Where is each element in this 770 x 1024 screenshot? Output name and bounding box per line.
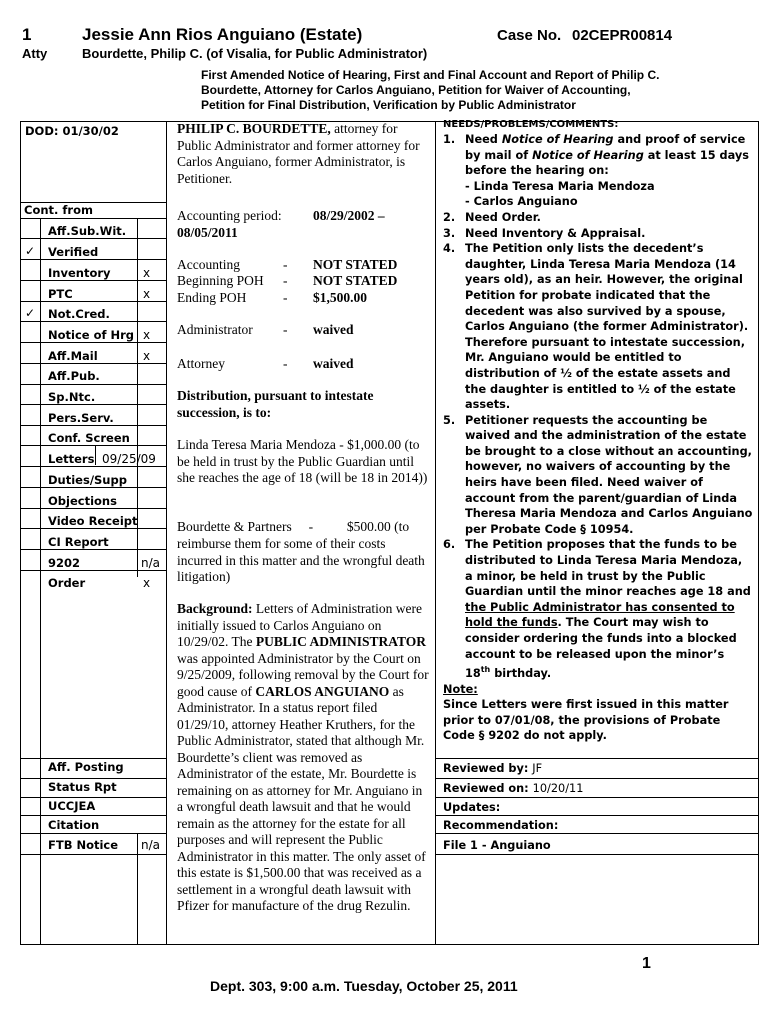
end-poh-label: Ending POH xyxy=(177,290,247,305)
checklist-label: Aff.Sub.Wit. xyxy=(48,224,127,238)
dept-line: Dept. 303, 9:00 a.m. Tuesday, October 25, 2011 xyxy=(210,978,518,994)
checklist-mark: x xyxy=(143,349,151,363)
beg-poh-value: NOT STATED xyxy=(313,273,398,288)
checklist-label: CI Report xyxy=(48,535,109,549)
petition-title xyxy=(201,68,659,113)
end-poh-value: $1,500.00 xyxy=(313,290,367,305)
need-text: Need Inventory & Appraisal. xyxy=(465,226,646,240)
checklist-label: Aff.Pub. xyxy=(48,369,100,383)
beg-poh-label: Beginning POH xyxy=(177,273,264,288)
need-text: The Petition proposes that the funds to be distributed to Linda Teresa Maria Mendoza, a minor, be held in trust by the Public Guardian until the minor reaches age 18 and the Public Administrator has consented to hold the funds. The Court may wish to consider ordering the funds into a blocked account to be released upon the minor’s 18th birthday. xyxy=(465,538,751,680)
updates-label: Updates: xyxy=(443,801,501,814)
period-value-start: 08/29/2002 – xyxy=(313,208,385,223)
dod-field: DOD: 01/30/02 xyxy=(25,124,119,138)
petitioner-name: PHILIP C. BOURDETTE, xyxy=(177,121,331,136)
atty-fee-label: Attorney xyxy=(177,356,225,371)
party-anguiano: - Carlos Anguiano xyxy=(465,195,578,209)
col-divider xyxy=(166,122,167,944)
checklist-mark: x xyxy=(143,287,151,301)
checklist-label: UCCJEA xyxy=(48,799,96,813)
cont-from-label: Cont. from xyxy=(24,203,93,217)
checklist-label: Verified xyxy=(48,245,99,259)
estate-name: Jessie Ann Rios Anguiano (Estate) xyxy=(82,25,363,44)
review-date: 10/20/11 xyxy=(532,782,584,795)
note-text: Since Letters were first issued in this matter prior to 07/01/08, the provisions of Probate Code § 9202 do not apply. xyxy=(443,698,729,743)
checklist-label: PTC xyxy=(48,287,73,301)
letters-divider xyxy=(95,445,96,465)
end-poh-dash: - xyxy=(283,290,288,305)
check-col-divider xyxy=(40,218,41,945)
file-label: File 1 - Anguiano xyxy=(443,839,551,852)
public-administrator: PUBLIC ADMINISTRATOR xyxy=(255,634,427,649)
checklist-label: Status Rpt xyxy=(48,780,117,794)
case-label: Case No. xyxy=(497,27,562,44)
checklist-label: Objections xyxy=(48,494,117,508)
consent-underlined: the Public Administrator has consented to hold the funds xyxy=(465,600,735,630)
title-line: Bourdette, Attorney for Carlos Anguiano, Petition for Waiver of Accounting, xyxy=(201,83,631,97)
checklist-label: Duties/Supp xyxy=(48,473,127,487)
background-paragraph xyxy=(177,601,429,915)
need-text: The Petition only lists the decedent’s daughter, Linda Teresa Maria Mendoza (14 years old), as an heir. However, the original Petition for probate indicated that the decedent was also survived by a spouse, Carlos Anguiano (the former Administrator). Therefore pursuant to intestate succession, Mr. Anguiano would be entitled to distribution of ½ of the estate assets and the daughter is entitled to ½ of the estate assets. xyxy=(465,242,749,412)
needs-heading: NEEDS/PROBLEMS/COMMENTS: xyxy=(443,119,619,130)
check-mark: ✓ xyxy=(25,244,36,258)
period-value-end: 08/05/2011 xyxy=(177,225,238,240)
checklist-mark: n/a xyxy=(141,838,161,852)
recommendation-label: Recommendation: xyxy=(443,819,559,832)
checklist-label: Not.Cred. xyxy=(48,307,110,321)
checklist-label: Pers.Serv. xyxy=(48,411,114,425)
atty-fee-value: waived xyxy=(313,356,354,371)
reviewed-on: Reviewed on: 10/20/11 xyxy=(443,782,584,795)
need-item-5: 5. Petitioner requests the accounting be waived and the administration of the estate be brought to a close without an accounting, however, no waivers of accounting by the heirs have been filed. Need waiver of account from the parent/guardian of Linda Theresa Maria Mendoza and Carlos Anguiano per Probate Code § 10954. xyxy=(443,413,753,536)
checklist-label: Sp.Ntc. xyxy=(48,390,96,404)
item-number: 1 xyxy=(22,25,32,44)
distribution-bourdette-line: Bourdette & Partners - $500.00 (to xyxy=(177,519,410,534)
need-text: Petitioner requests the accounting be waived and the administration of the estate be brought to a close without an accounting, however, no waivers of accounting by the heirs have been filed. Need waiver of account from the parent/guardian of Linda Theresa Maria Mendoza and Carlos Anguiano per Probate Code § 10954. xyxy=(465,413,753,536)
note-label: Note: xyxy=(443,682,478,696)
atty-name: Bourdette, Philip C. (of Visalia, for Public Administrator) xyxy=(82,46,428,61)
admin-fee-value: waived xyxy=(313,322,354,337)
page-number: 1 xyxy=(642,955,651,972)
acct-dash: - xyxy=(283,257,288,272)
checklist-label: Letters xyxy=(48,452,95,466)
checklist-label: Notice of Hrg xyxy=(48,328,135,342)
case-number: 02CEPR00814 xyxy=(572,27,673,44)
need-item-2: 2. Need Order. xyxy=(443,210,753,226)
checklist-mark: x xyxy=(143,266,151,280)
reviewer-initials: JF xyxy=(532,762,543,775)
atty-label: Atty xyxy=(22,46,48,61)
admin-fee-label: Administrator xyxy=(177,322,253,337)
checklist-label: Order xyxy=(48,576,86,590)
background-label: Background: xyxy=(177,601,253,616)
need-item-1 xyxy=(443,132,753,210)
beg-poh-dash: - xyxy=(283,273,288,288)
distribution-heading: Distribution, pursuant to intestate succession, is to: xyxy=(177,388,374,420)
need-number: 1. xyxy=(443,133,456,146)
party-mendoza: - Linda Teresa Maria Mendoza xyxy=(465,179,655,193)
need-item-4: 4. The Petition only lists the decedent’s daughter, Linda Teresa Maria Mendoza (14 years old), as an heir. However, the original Petition for probate indicated that the decedent was also survived by a spouse, Carlos Anguiano (the former Administrator). Therefore pursuant to intestate succession, Mr. Anguiano would be entitled to distribution of ½ of the estate assets and the daughter is entitled to ½ of the estate assets. xyxy=(443,241,753,413)
checklist-label: Aff. Posting xyxy=(48,760,124,774)
checklist-mark: n/a xyxy=(141,556,161,570)
checklist-label: Citation xyxy=(48,818,100,832)
background-text: Letters of Administration were initially issued to Carlos Anguiano on 10/29/02. The xyxy=(177,601,422,649)
checklist-label: Inventory xyxy=(48,266,111,280)
check-mark: ✓ xyxy=(25,306,36,320)
need-text: Need Notice of Hearing and proof of service by mail of Notice of Hearing at least 15 days before the hearing on: - Linda Teresa Maria Mendoza - Carlos Anguiano xyxy=(465,133,749,209)
petitioner-rest: attorney for Public Administrator and former attorney for Carlos Anguiano, former Administrator, is Petitioner. xyxy=(177,121,420,186)
checklist-mark: x xyxy=(143,576,151,590)
petitioner-paragraph xyxy=(177,121,433,187)
period-label: Accounting period: xyxy=(177,208,282,223)
checklist-label: Conf. Screen xyxy=(48,431,130,445)
col-divider xyxy=(435,122,436,944)
letters-date: 09/25/09 xyxy=(102,452,156,466)
checklist-label: FTB Notice xyxy=(48,838,119,852)
distribution-mendoza: Linda Teresa Maria Mendoza - $1,000.00 (to be held in trust by the Public Guardian until she reaches the age of 18 (will be 18 in 2014)) xyxy=(177,437,428,485)
background-text: as Administrator. In a status report filed 01/29/10, attorney Heather Kruthers, for the Public Administrator, stated that although Mr. Bourdette’s client was removed as Administrator of the estate, Mr. Bourdette is remaining on as attorney for Mr. Anguiano in a wrongful death lawsuit and that he would remain as the attorney for the estate for all purposes and will represent the Public Administrator in this matter. The only asset of this estate is $1,500.00 that was received as a settlement in a wrongful death lawsuit with Pfizer for manufacture of the drug Rezulin. xyxy=(177,683,426,913)
need-text: Need Order. xyxy=(465,210,541,224)
need-item-6: 6. The Petition proposes that the funds to be distributed to Linda Teresa Maria Mendoza, a minor, be held in trust by the Public Guardian until the minor reaches age 18 and the Public Administrator has consented to hold the funds. The Court may wish to consider ordering the funds into a blocked account to be released upon the minor’s 18th birthday. xyxy=(443,537,753,681)
checklist-label: Video Receipt xyxy=(48,514,138,528)
mark-col-divider xyxy=(137,833,138,945)
needs-list xyxy=(443,132,753,744)
row-line xyxy=(21,218,166,219)
checklist-label: 9202 xyxy=(48,556,81,570)
checklist-label: Aff.Mail xyxy=(48,349,98,363)
admin-fee-dash: - xyxy=(283,322,288,337)
acct-value: NOT STATED xyxy=(313,257,398,272)
need-item-3: 3. Need Inventory & Appraisal. xyxy=(443,226,753,242)
distribution-bourdette-rest: reimburse them for some of their costs incurred in this matter and the wrongful death litigation) xyxy=(177,536,425,584)
checklist-mark: x xyxy=(143,328,151,342)
acct-label: Accounting xyxy=(177,257,240,272)
title-line: First Amended Notice of Hearing, First and Final Account and Report of Philip C. xyxy=(201,68,660,82)
background-text: was appointed Administrator by the Court on 9/25/2009, following removal by the Court for good cause of xyxy=(177,650,429,699)
carlos-anguiano: CARLOS ANGUIANO xyxy=(255,683,390,699)
title-line: Petition for Final Distribution, Verification by Public Administrator xyxy=(201,98,576,112)
reviewed-by: Reviewed by: JF xyxy=(443,762,543,775)
atty-fee-dash: - xyxy=(283,356,288,371)
